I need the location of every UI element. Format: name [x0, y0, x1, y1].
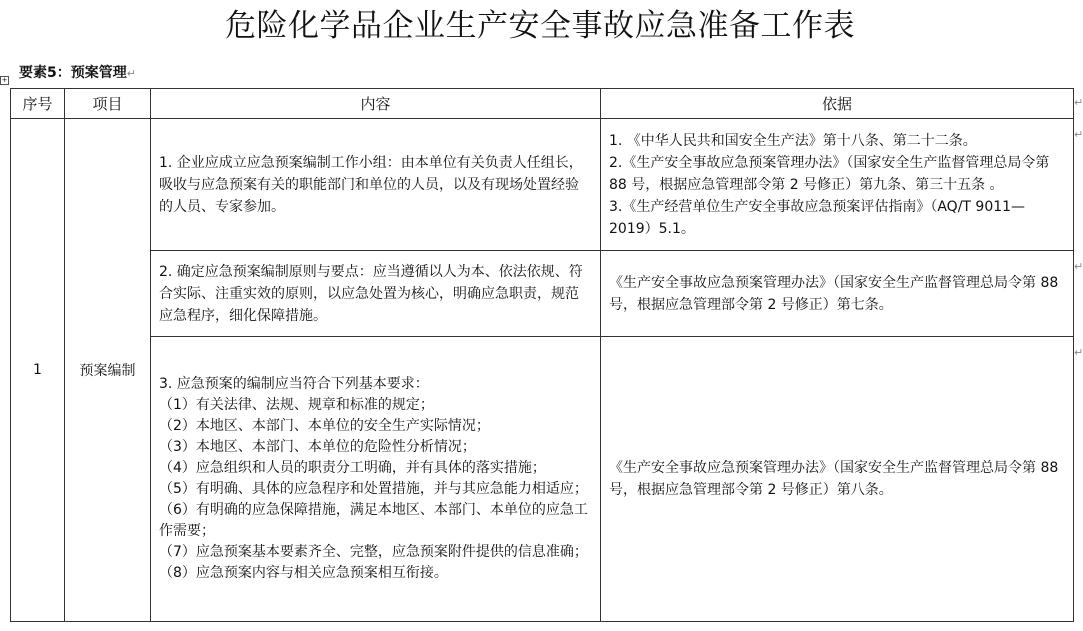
content-line: （4）应急组织和人员的职责分工明确，并有具体的落实措施； [159, 460, 546, 476]
seq-cell [11, 119, 65, 622]
content-line: （7）应急预案基本要素齐全、完整，应急预案附件提供的信息准确； [159, 544, 588, 560]
basis-line: 1. 《中华人民共和国安全生产法》第十八条、第二十二条。 [609, 132, 977, 149]
content-cell [151, 119, 601, 251]
table-move-handle[interactable]: + [1, 76, 8, 84]
content-line: （2）本地区、本部门、本单位的安全生产实际情况； [159, 418, 490, 434]
content-line: （6）有明确的应急保障措施，满足本地区、本部门、本单位的应急工作需要； [159, 502, 588, 539]
paragraph-mark: ↵ [126, 67, 136, 80]
content-line: （3）本地区、本部门、本单位的危险性分析情况； [159, 439, 476, 455]
basis-line: 《生产安全事故应急预案管理办法》（国家安全生产监督管理总局令第 88 号，根据应急管理部令第 2 号修正）第八条。 [609, 460, 1059, 498]
content-text: 1. 企业应成立应急预案编制工作小组：由本单位有关负责人任组长，吸收与应急预案有关的职能部门和单位的人员，以及有现场处置经验的人员、专家参加。 [159, 154, 583, 215]
basis-cell [601, 119, 1074, 251]
content-line: （1）有关法律、法规、规章和标准的规定； [159, 397, 434, 413]
basis-line: 3.《生产经营单位生产安全事故应急预案评估指南》（AQ/T 9011—2019）5.1。 [609, 198, 1026, 237]
row-end-mark: ↵ [1074, 346, 1083, 359]
section-label-text: 要素5：预案管理 [19, 65, 127, 81]
content-line: （8）应急预案内容与相关应急预案相互衔接。 [159, 565, 448, 581]
basis-line: 《生产安全事故应急预案管理办法》（国家安全生产监督管理总局令第 88 号，根据应急管理部令第 2 号修正）第七条。 [609, 274, 1059, 313]
content-cell [151, 251, 601, 337]
basis-line: 2.《生产安全事故应急预案管理办法》（国家安全生产监督管理总局令第 88 号，根据应急管理部令第 2 号修正）第九条、第三十五条 。 [609, 154, 1050, 193]
row-end-mark: ↵ [1074, 96, 1083, 109]
row-end-mark: ↵ [1074, 260, 1083, 273]
content-line: 3. 应急预案的编制应当符合下列基本要求： [159, 376, 429, 392]
header-row [11, 89, 1074, 119]
header-item: 项目 [65, 89, 151, 119]
table-row [11, 251, 1074, 337]
basis-cell [601, 251, 1074, 337]
document-title: 危险化学品企业生产安全事故应急准备工作表 [225, 8, 855, 44]
row-end-mark: ↵ [1074, 128, 1083, 141]
content-text: 2. 确定应急预案编制原则与要点：应当遵循以人为本、依法依规、符合实际、注重实效的原则，以应急处置为核心，明确应急职责，规范应急程序，细化保障措施。 [159, 263, 583, 324]
table-row [11, 337, 1074, 622]
item-value: 预案编制 [79, 363, 136, 379]
header-content: 内容 [151, 89, 601, 119]
item-cell [65, 119, 151, 622]
header-basis: 依据 [601, 89, 1074, 119]
basis-cell [601, 337, 1074, 622]
content-line: （5）有明确、具体的应急程序和处置措施，并与其应急能力相适应； [159, 481, 588, 497]
emergency-prep-table [10, 88, 1074, 622]
header-seq: 序号 [11, 89, 65, 119]
section-label [19, 62, 136, 85]
seq-value: 1 [33, 362, 42, 378]
table-row [11, 119, 1074, 251]
content-cell [151, 337, 601, 622]
